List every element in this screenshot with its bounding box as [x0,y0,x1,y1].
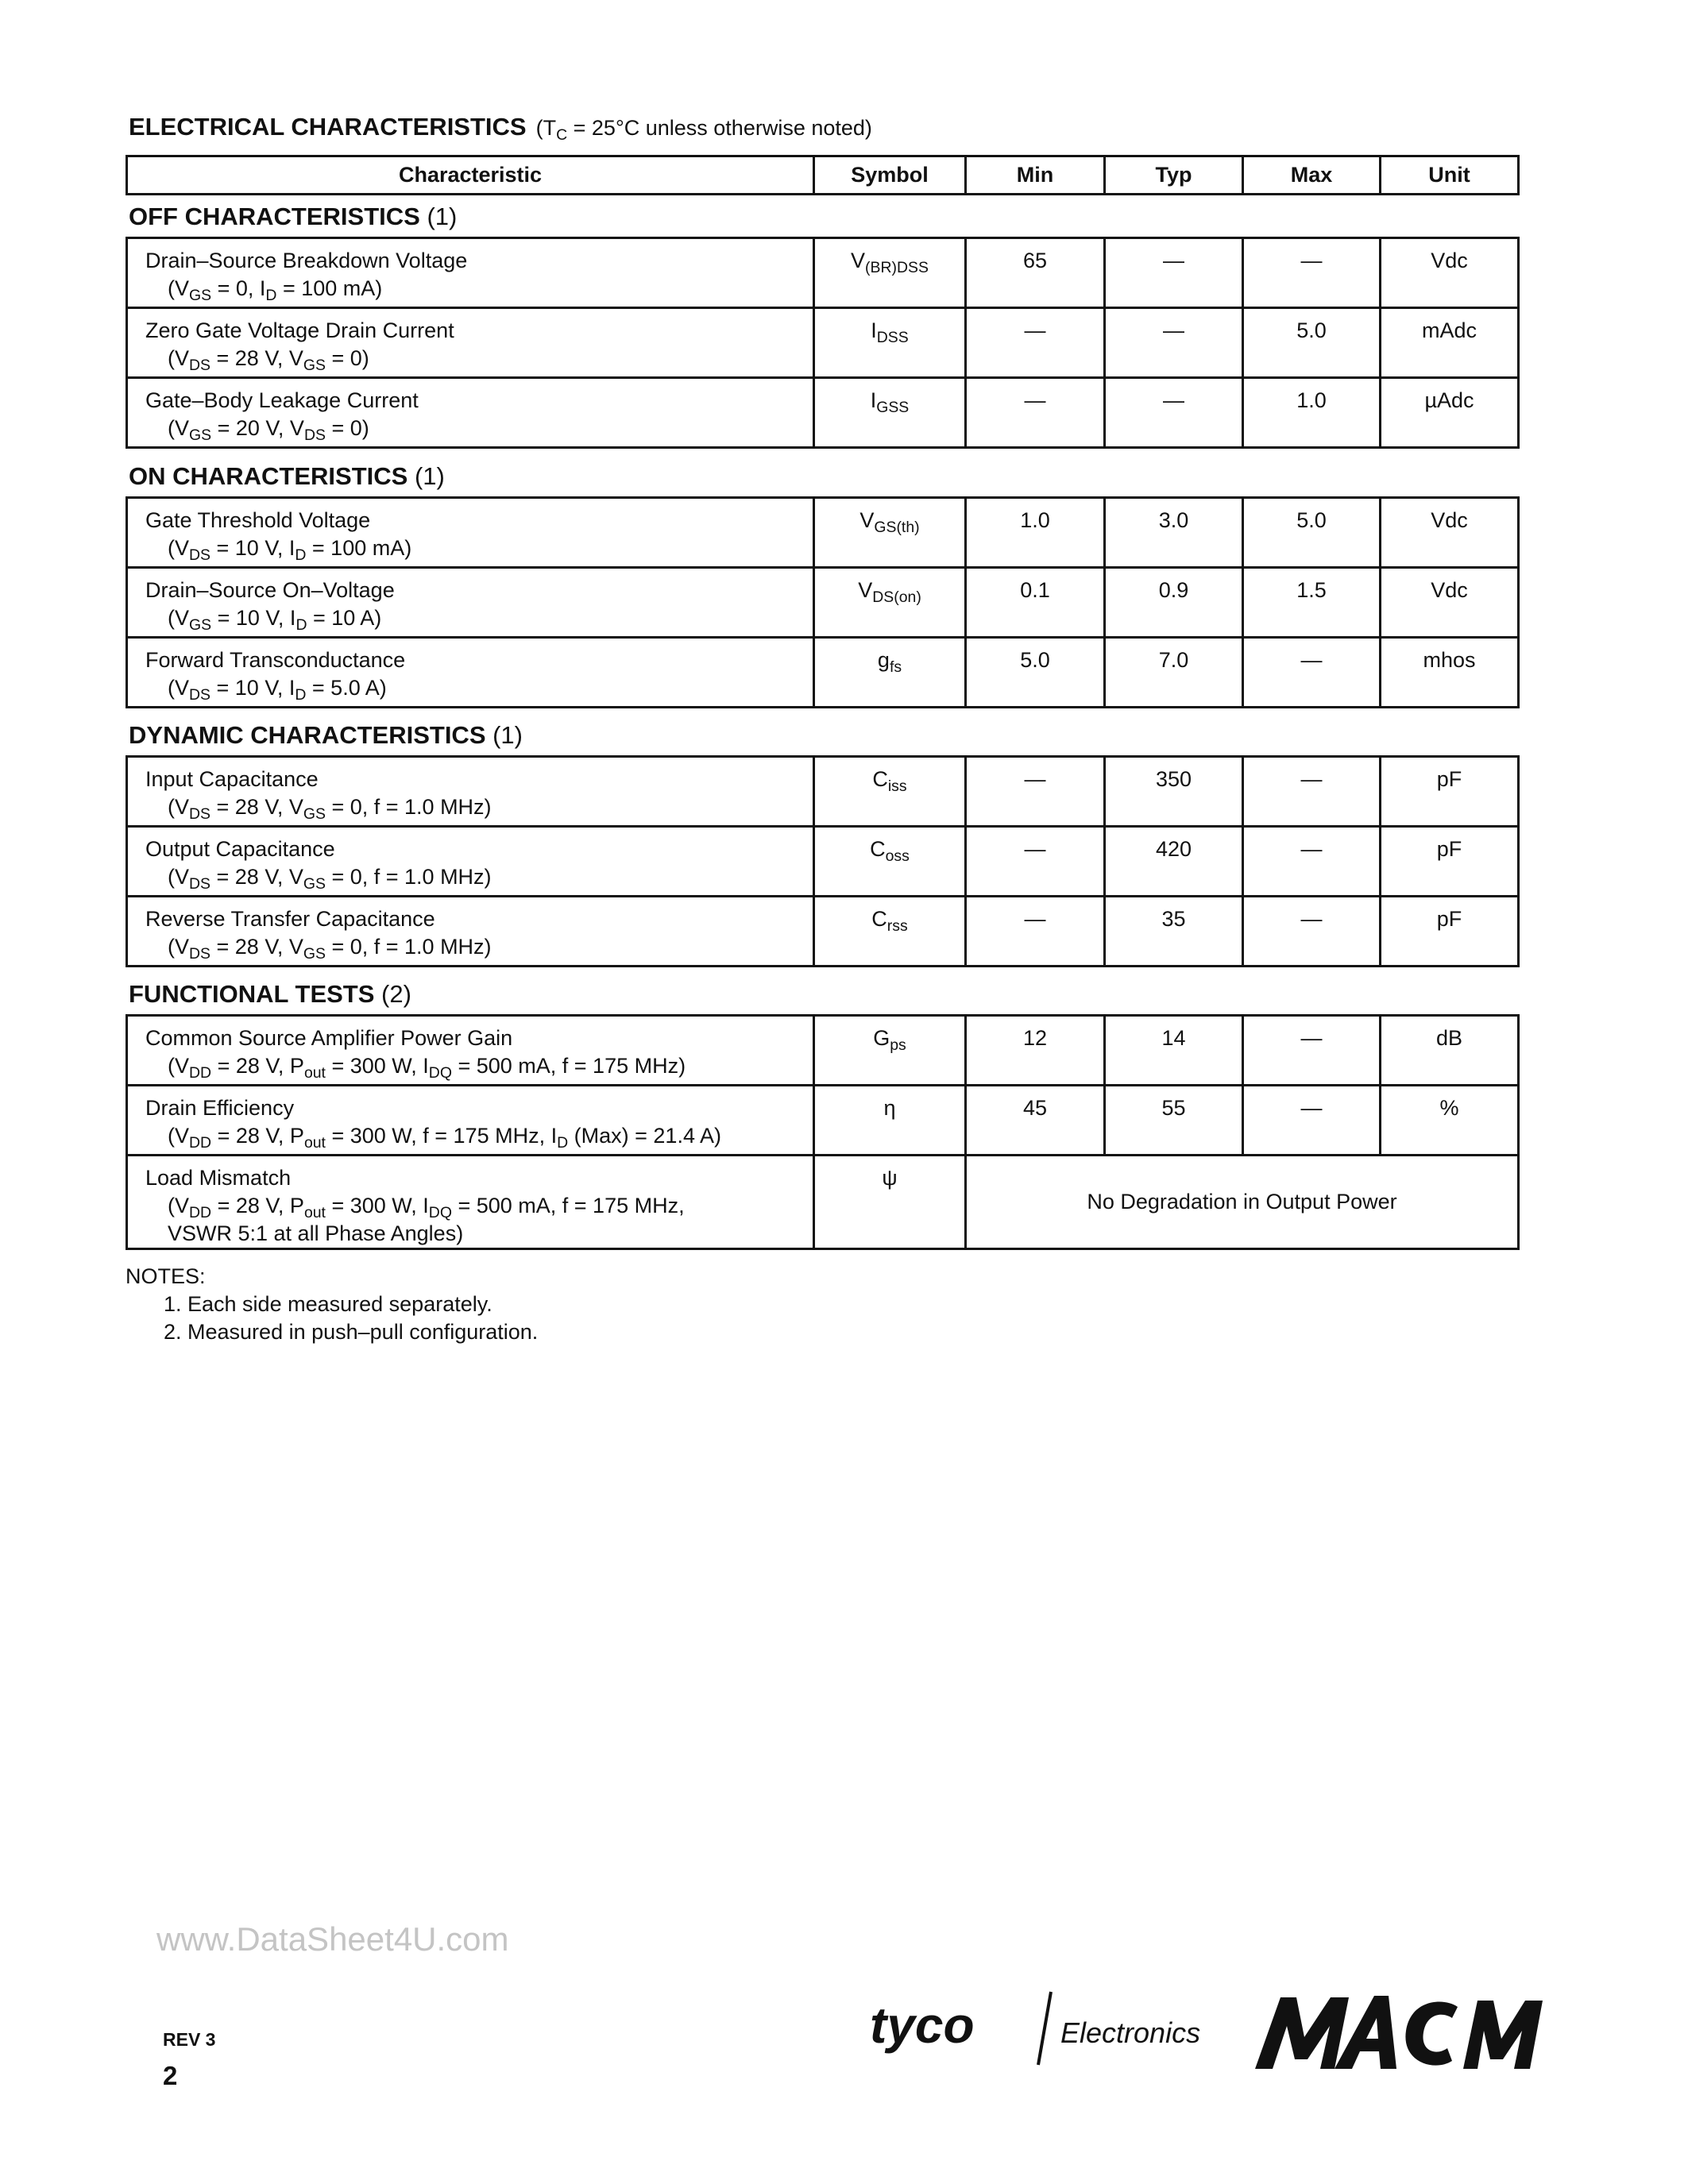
row-unit: pF [1381,897,1519,967]
row-conditions: ($V_{DS} = 28$ V, $V_{GS} = 0$, f = 1.0 MHz) [168,795,492,823]
row-name: Load Mismatch [145,1166,292,1190]
row-unit: pF [1381,757,1519,827]
row-typ: 7.0 [1105,638,1243,708]
row-symbol: η [814,1086,966,1156]
row-symbol: $I_{DSS}$ [814,308,966,378]
row-unit: Vdc [1381,238,1519,308]
row-conditions: ($V_{GS} = 0$, $I_D = 100$ mA) [168,276,383,304]
row-min: 12 [966,1016,1105,1086]
row-min: — [966,378,1105,448]
row-typ: — [1105,238,1243,308]
row-min: — [966,308,1105,378]
notes [126,1263,538,1346]
table-row [127,897,1519,967]
page-number: 2 [163,2061,178,2090]
row-unit: % [1381,1086,1519,1156]
notes-heading: NOTES: [126,1264,206,1288]
row-typ: — [1105,308,1243,378]
row-merged-result: No Degradation in Output Power [966,1156,1519,1249]
row-typ: 14 [1105,1016,1243,1086]
row-name: Zero Gate Voltage Drain Current [145,318,454,342]
row-symbol: $C_{oss}$ [814,827,966,897]
row-name: Drain–Source Breakdown Voltage [145,249,468,272]
off-table [126,237,1520,449]
row-max: — [1243,1086,1381,1156]
table-row [127,638,1519,708]
row-typ: 55 [1105,1086,1243,1156]
table-row [127,1156,1519,1249]
section-functional-title: FUNCTIONAL TESTS (2) [129,980,411,1008]
row-name: Drain Efficiency [145,1096,295,1120]
row-name: Common Source Amplifier Power Gain [145,1026,513,1050]
on-table [126,496,1520,708]
row-name: Output Capacitance [145,837,335,861]
row-conditions: ($V_{GS} = 10$ V, $I_D = 10$ A) [168,606,382,634]
note-1: 1. Each side measured separately. [164,1292,492,1316]
table-row [127,308,1519,378]
row-symbol: $V_{DS(on)}$ [814,568,966,638]
row-typ: — [1105,378,1243,448]
row-symbol: $C_{rss}$ [814,897,966,967]
row-min: — [966,827,1105,897]
row-unit: pF [1381,827,1519,897]
row-max: — [1243,897,1381,967]
row-min: 65 [966,238,1105,308]
row-max: 1.5 [1243,568,1381,638]
row-unit: dB [1381,1016,1519,1086]
row-conditions: ($V_{DD} = 28$ V, $P_{out} = 300$ W, $I_{DQ} = 500$ mA, f = 175 MHz) [168,1054,686,1082]
row-symbol: $I_{GSS}$ [814,378,966,448]
row-conditions: ($V_{DS} = 28$ V, $V_{GS} = 0$, f = 1.0 MHz) [168,865,492,893]
dynamic-table [126,755,1520,967]
page-title: ELECTRICAL CHARACTERISTICS ($T_C = 25^\circ C$ unless otherwise noted) [129,113,872,144]
macom-logo [1255,1989,1573,2077]
row-min: 5.0 [966,638,1105,708]
note-2: 2. Measured in push–pull configuration. [164,1320,539,1344]
table-row [127,827,1519,897]
row-max: — [1243,1016,1381,1086]
electronics-logo-text: Electronics [1060,2016,1201,2049]
row-unit: µAdc [1381,378,1519,448]
row-max: 5.0 [1243,308,1381,378]
row-min: 45 [966,1086,1105,1156]
column-header-table [126,155,1520,195]
row-typ: 0.9 [1105,568,1243,638]
col-characteristic: Characteristic [127,156,814,195]
watermark: www.DataSheet4U.com [156,1920,509,1958]
row-symbol: $G_{ps}$ [814,1016,966,1086]
row-name: Reverse Transfer Capacitance [145,907,435,931]
macom-logo-text: M/A-COM [1255,1989,1259,1990]
row-name: Drain–Source On–Voltage [145,578,395,602]
row-name: Input Capacitance [145,767,319,791]
row-unit: Vdc [1381,568,1519,638]
row-conditions: ($V_{DS} = 10$ V, $I_D = 100$ mA) [168,536,412,564]
title-condition: ($T_C = 25^\circ C$ unless otherwise noted) [535,116,872,144]
table-row [127,757,1519,827]
row-max: 1.0 [1243,378,1381,448]
section-dynamic-title: DYNAMIC CHARACTERISTICS (1) [129,721,523,749]
row-conditions: ($V_{GS} = 20$ V, $V_{DS} = 0$) [168,416,369,444]
row-max: — [1243,238,1381,308]
row-name: Gate Threshold Voltage [145,508,371,532]
row-unit: mAdc [1381,308,1519,378]
section-on-title: ON CHARACTERISTICS (1) [129,462,445,490]
tyco-logo-text: tyco [870,1997,975,2054]
table-row [127,498,1519,568]
table-row [127,568,1519,638]
row-max: — [1243,827,1381,897]
row-max: — [1243,638,1381,708]
row-min: — [966,757,1105,827]
row-typ: 420 [1105,827,1243,897]
row-conditions: ($V_{DD} = 28$ V, $P_{out} = 300$ W, f = 175 MHz, $I_D$ (Max) = 21.4 A) [168,1124,721,1152]
row-unit: mhos [1381,638,1519,708]
table-row [127,238,1519,308]
col-typ: Typ [1105,156,1243,195]
row-conditions: ($V_{DS} = 10$ V, $I_D = 5.0$ A) [168,676,387,704]
row-max: — [1243,757,1381,827]
row-name: Gate–Body Leakage Current [145,388,419,412]
col-max: Max [1243,156,1381,195]
col-min: Min [966,156,1105,195]
row-unit: Vdc [1381,498,1519,568]
functional-table [126,1014,1520,1250]
row-min: 1.0 [966,498,1105,568]
tyco-electronics-logo [870,1985,1219,2073]
table-row [127,378,1519,448]
row-symbol: $V_{(BR)DSS}$ [814,238,966,308]
table-row [127,1016,1519,1086]
row-typ: 350 [1105,757,1243,827]
row-min: 0.1 [966,568,1105,638]
section-off-title: OFF CHARACTERISTICS (1) [129,203,458,230]
row-min: — [966,897,1105,967]
table-row [127,1086,1519,1156]
row-conditions: ($V_{DS} = 28$ V, $V_{GS} = 0$, f = 1.0 MHz) [168,935,492,963]
row-max: 5.0 [1243,498,1381,568]
row-symbol: $V_{GS(th)}$ [814,498,966,568]
col-unit: Unit [1381,156,1519,195]
revision: REV 3 [163,2029,216,2050]
row-symbol: $g_{fs}$ [814,638,966,708]
row-symbol: ψ [814,1156,966,1249]
row-conditions: ($V_{DS} = 28$ V, $V_{GS} = 0$) [168,346,369,374]
col-symbol: Symbol [814,156,966,195]
row-typ: 3.0 [1105,498,1243,568]
row-name: Forward Transconductance [145,648,406,672]
row-typ: 35 [1105,897,1243,967]
row-conditions: ($V_{DD} = 28$ V, $P_{out} = 300$ W, $I_{DQ} = 500$ mA, f = 175 MHz, VSWR 5:1 at all Phase Angles) [168,1194,685,1245]
row-symbol: $C_{iss}$ [814,757,966,827]
